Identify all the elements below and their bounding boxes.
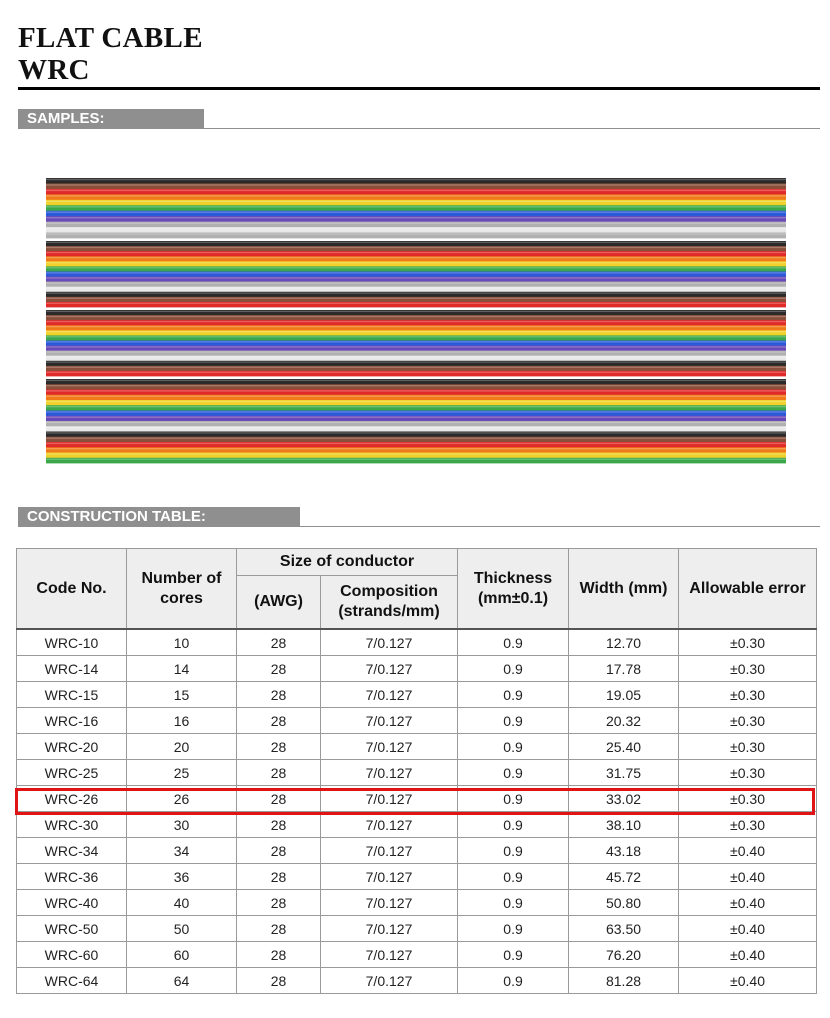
cell-thickness: 0.9 bbox=[458, 656, 569, 682]
cell-code: WRC-60 bbox=[17, 942, 127, 968]
cell-cores: 10 bbox=[127, 629, 237, 656]
cell-code: WRC-14 bbox=[17, 656, 127, 682]
cell-code: WRC-64 bbox=[17, 968, 127, 994]
title-line-1: FLAT CABLE bbox=[18, 22, 203, 54]
cell-error: ±0.40 bbox=[679, 942, 817, 968]
ribbon-cable bbox=[46, 241, 786, 307]
table-row bbox=[17, 734, 817, 760]
cell-width: 43.18 bbox=[569, 838, 679, 864]
cell-composition: 7/0.127 bbox=[321, 838, 458, 864]
cell-code: WRC-25 bbox=[17, 760, 127, 786]
cable-samples-photo bbox=[40, 173, 792, 471]
ribbon-cable bbox=[46, 310, 786, 376]
cell-error: ±0.30 bbox=[679, 629, 817, 656]
cell-cores: 60 bbox=[127, 942, 237, 968]
cell-error: ±0.30 bbox=[679, 708, 817, 734]
cell-cores: 26 bbox=[127, 786, 237, 812]
table-row bbox=[17, 760, 817, 786]
cell-composition: 7/0.127 bbox=[321, 968, 458, 994]
table-row bbox=[17, 708, 817, 734]
cell-composition: 7/0.127 bbox=[321, 890, 458, 916]
cell-error: ±0.30 bbox=[679, 656, 817, 682]
table-row bbox=[17, 629, 817, 656]
cell-width: 19.05 bbox=[569, 682, 679, 708]
section-divider bbox=[18, 526, 820, 527]
cell-cores: 14 bbox=[127, 656, 237, 682]
cell-thickness: 0.9 bbox=[458, 890, 569, 916]
cell-thickness: 0.9 bbox=[458, 760, 569, 786]
table-row bbox=[17, 812, 817, 838]
cell-thickness: 0.9 bbox=[458, 916, 569, 942]
table-row bbox=[17, 968, 817, 994]
cell-awg: 28 bbox=[237, 708, 321, 734]
samples-section-header bbox=[18, 109, 820, 129]
col-header-composition: Composition (strands/mm) bbox=[321, 576, 458, 630]
cell-error: ±0.40 bbox=[679, 916, 817, 942]
col-header-width: Width (mm) bbox=[569, 549, 679, 630]
table-row bbox=[17, 838, 817, 864]
cell-thickness: 0.9 bbox=[458, 629, 569, 656]
cell-cores: 40 bbox=[127, 890, 237, 916]
cell-composition: 7/0.127 bbox=[321, 629, 458, 656]
cell-cores: 25 bbox=[127, 760, 237, 786]
col-header-thickness: Thickness (mm±0.1) bbox=[458, 549, 569, 630]
title-divider bbox=[18, 87, 820, 90]
cell-cores: 30 bbox=[127, 812, 237, 838]
cell-width: 20.32 bbox=[569, 708, 679, 734]
cell-width: 12.70 bbox=[569, 629, 679, 656]
samples-label: SAMPLES: bbox=[18, 109, 204, 129]
cell-awg: 28 bbox=[237, 629, 321, 656]
cell-thickness: 0.9 bbox=[458, 708, 569, 734]
cell-awg: 28 bbox=[237, 942, 321, 968]
cell-code: WRC-34 bbox=[17, 838, 127, 864]
table-row bbox=[17, 890, 817, 916]
cell-code: WRC-15 bbox=[17, 682, 127, 708]
cell-thickness: 0.9 bbox=[458, 864, 569, 890]
cell-composition: 7/0.127 bbox=[321, 812, 458, 838]
col-header-error: Allowable error bbox=[679, 549, 817, 630]
cell-cores: 16 bbox=[127, 708, 237, 734]
cell-code: WRC-26 bbox=[17, 786, 127, 812]
cell-awg: 28 bbox=[237, 812, 321, 838]
cell-width: 17.78 bbox=[569, 656, 679, 682]
cell-width: 31.75 bbox=[569, 760, 679, 786]
section-divider bbox=[18, 128, 820, 129]
cell-code: WRC-40 bbox=[17, 890, 127, 916]
construction-label: CONSTRUCTION TABLE: bbox=[18, 507, 300, 527]
cell-composition: 7/0.127 bbox=[321, 760, 458, 786]
cell-error: ±0.30 bbox=[679, 734, 817, 760]
cell-thickness: 0.9 bbox=[458, 786, 569, 812]
cell-code: WRC-10 bbox=[17, 629, 127, 656]
cell-error: ±0.40 bbox=[679, 890, 817, 916]
cell-cores: 50 bbox=[127, 916, 237, 942]
ribbon-cable bbox=[46, 178, 786, 238]
cell-cores: 36 bbox=[127, 864, 237, 890]
cell-composition: 7/0.127 bbox=[321, 942, 458, 968]
cell-width: 38.10 bbox=[569, 812, 679, 838]
cell-awg: 28 bbox=[237, 760, 321, 786]
cell-cores: 64 bbox=[127, 968, 237, 994]
cell-awg: 28 bbox=[237, 656, 321, 682]
col-header-code: Code No. bbox=[17, 549, 127, 630]
cell-awg: 28 bbox=[237, 838, 321, 864]
cell-awg: 28 bbox=[237, 916, 321, 942]
cell-error: ±0.40 bbox=[679, 838, 817, 864]
cell-width: 63.50 bbox=[569, 916, 679, 942]
cell-error: ±0.40 bbox=[679, 864, 817, 890]
cell-composition: 7/0.127 bbox=[321, 734, 458, 760]
cell-awg: 28 bbox=[237, 682, 321, 708]
cell-composition: 7/0.127 bbox=[321, 708, 458, 734]
cell-composition: 7/0.127 bbox=[321, 864, 458, 890]
cell-cores: 34 bbox=[127, 838, 237, 864]
table-header bbox=[17, 549, 817, 630]
cell-thickness: 0.9 bbox=[458, 968, 569, 994]
cell-width: 81.28 bbox=[569, 968, 679, 994]
col-header-conductor: Size of conductor bbox=[237, 549, 458, 576]
cell-awg: 28 bbox=[237, 890, 321, 916]
cell-thickness: 0.9 bbox=[458, 838, 569, 864]
title-line-2: WRC bbox=[18, 54, 90, 86]
cell-width: 50.80 bbox=[569, 890, 679, 916]
construction-table bbox=[16, 548, 817, 994]
cell-error: ±0.30 bbox=[679, 682, 817, 708]
cell-width: 33.02 bbox=[569, 786, 679, 812]
col-header-cores: Number of cores bbox=[127, 549, 237, 630]
cell-composition: 7/0.127 bbox=[321, 656, 458, 682]
cell-composition: 7/0.127 bbox=[321, 916, 458, 942]
cell-code: WRC-36 bbox=[17, 864, 127, 890]
cell-thickness: 0.9 bbox=[458, 942, 569, 968]
table-row bbox=[17, 864, 817, 890]
cell-width: 45.72 bbox=[569, 864, 679, 890]
table-row bbox=[17, 916, 817, 942]
cell-awg: 28 bbox=[237, 864, 321, 890]
cell-error: ±0.30 bbox=[679, 812, 817, 838]
cell-composition: 7/0.127 bbox=[321, 682, 458, 708]
cell-error: ±0.40 bbox=[679, 968, 817, 994]
cell-thickness: 0.9 bbox=[458, 682, 569, 708]
cell-code: WRC-20 bbox=[17, 734, 127, 760]
cell-code: WRC-50 bbox=[17, 916, 127, 942]
construction-section-header bbox=[18, 507, 820, 527]
table-row bbox=[17, 786, 817, 812]
cell-awg: 28 bbox=[237, 968, 321, 994]
ribbon-cable bbox=[46, 379, 786, 463]
cell-code: WRC-16 bbox=[17, 708, 127, 734]
cell-width: 25.40 bbox=[569, 734, 679, 760]
cell-awg: 28 bbox=[237, 786, 321, 812]
cell-error: ±0.30 bbox=[679, 760, 817, 786]
table-row bbox=[17, 942, 817, 968]
table-row bbox=[17, 656, 817, 682]
cell-awg: 28 bbox=[237, 734, 321, 760]
table-body bbox=[17, 629, 817, 994]
cell-width: 76.20 bbox=[569, 942, 679, 968]
cell-thickness: 0.9 bbox=[458, 734, 569, 760]
cell-cores: 15 bbox=[127, 682, 237, 708]
page-title bbox=[18, 22, 203, 86]
cell-composition: 7/0.127 bbox=[321, 786, 458, 812]
cell-error: ±0.30 bbox=[679, 786, 817, 812]
cell-thickness: 0.9 bbox=[458, 812, 569, 838]
col-header-awg: (AWG) bbox=[237, 576, 321, 630]
cell-cores: 20 bbox=[127, 734, 237, 760]
table-row bbox=[17, 682, 817, 708]
cell-code: WRC-30 bbox=[17, 812, 127, 838]
